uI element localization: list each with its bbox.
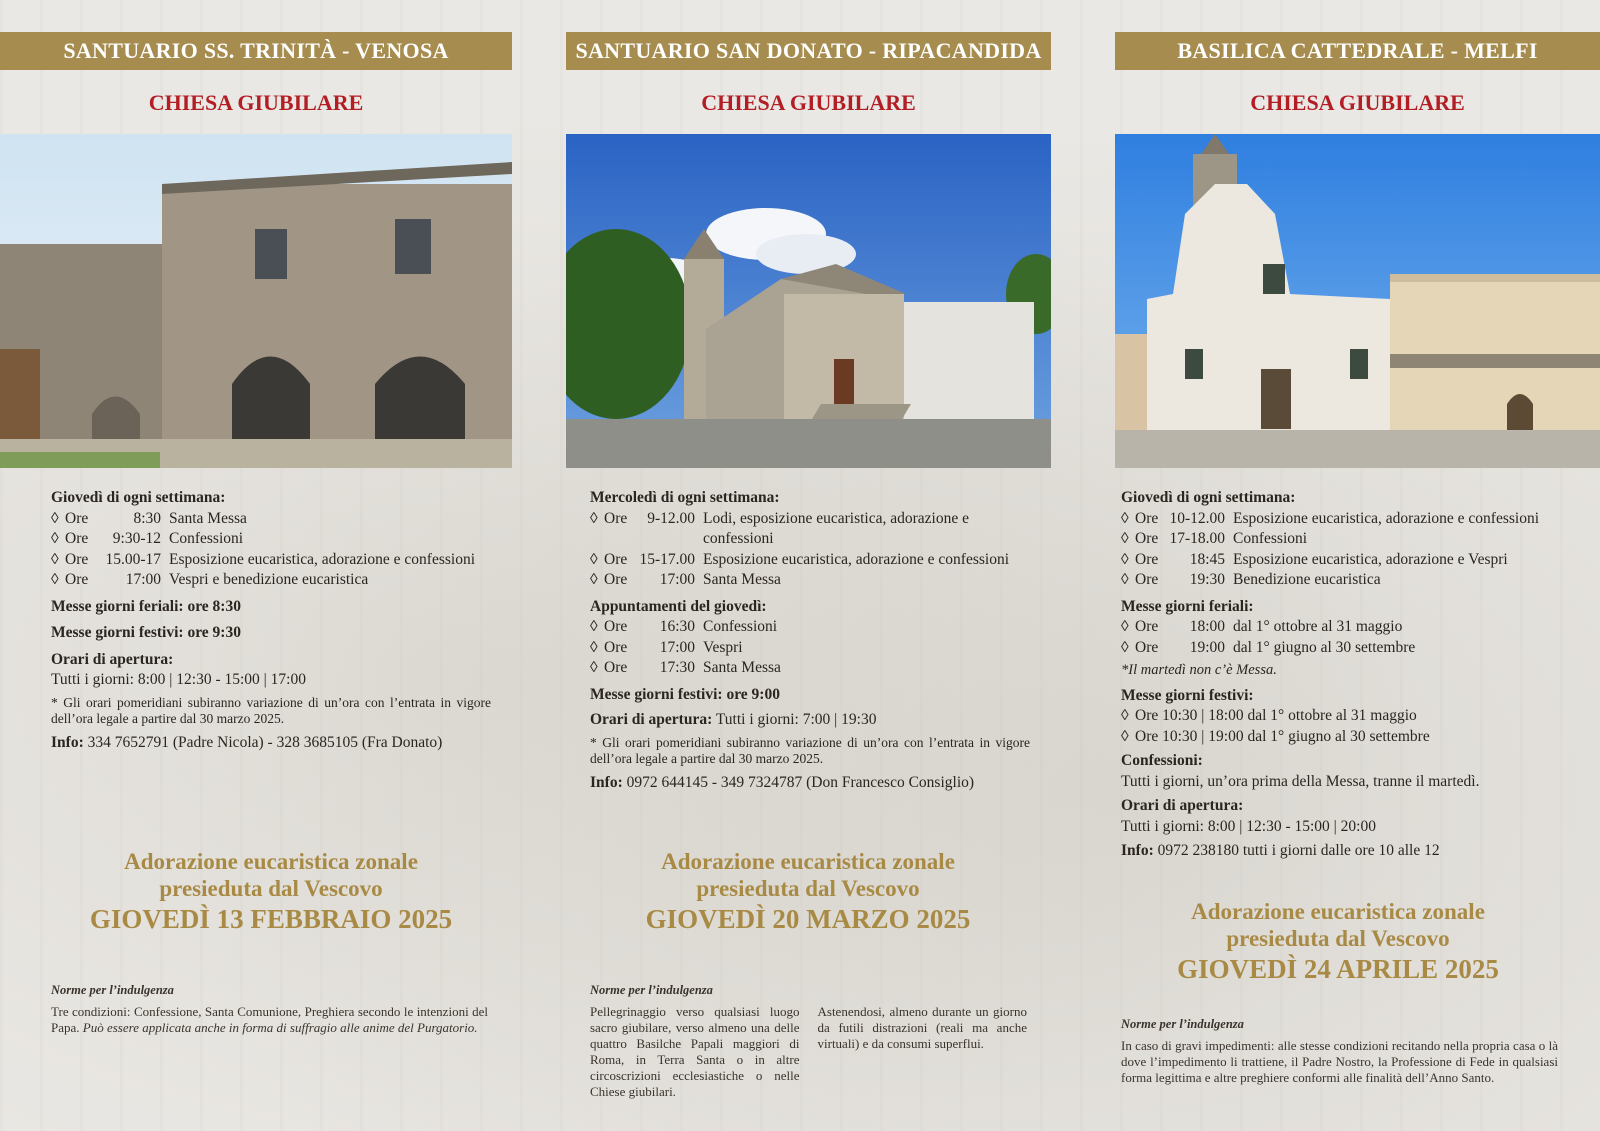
diamond-bullet-icon: ◊ xyxy=(1121,727,1129,745)
thursday-title: Appuntamenti del giovedì: xyxy=(590,597,767,615)
norme-right: Astenendosi, almeno durante un giorno da futili distrazioni (reali ma anche virtuali) e da consumi superflui. xyxy=(817,1004,1027,1051)
adorazione-venosa: Adorazione eucaristica zonale presieduta dal Vescovo GIOVEDÌ 13 FEBBRAIO 2025 xyxy=(51,848,491,936)
schedule-row: ◊ Ore 9-12.00 Lodi, esposizione eucaristica, adorazione e confessioni xyxy=(590,509,1030,550)
schedule-row: ◊ Ore 17:30 Santa Messa xyxy=(590,658,1030,679)
church-subtitle: CHIESA GIUBILARE xyxy=(148,90,364,115)
column-melfi xyxy=(1115,32,1600,468)
schedule-row: ◊ Ore 16:30 Confessioni xyxy=(590,617,1030,638)
schedule-ripacandida xyxy=(590,488,1030,793)
info-line: Info: 0972 238180 tutti i giorni dalle ore 10 alle 12 xyxy=(1121,842,1440,859)
church-photo-melfi xyxy=(1115,134,1600,468)
column-ripacandida xyxy=(566,32,1051,468)
dst-note: * Gli orari pomeridiani subiranno variazione di un’ora con l’entrata in vigore dell’ora legale a partire dal 30 marzo 2025. xyxy=(51,694,491,726)
tuesday-note: *Il martedì non c’è Messa. xyxy=(1121,662,1277,678)
schedule-row: ◊ Ore 18:00 dal 1° ottobre al 31 maggio xyxy=(1121,617,1581,638)
diamond-bullet-icon: ◊ xyxy=(590,509,598,527)
diamond-bullet-icon: ◊ xyxy=(51,550,59,568)
adorazione-date: GIOVEDÌ 13 FEBBRAIO 2025 xyxy=(89,904,453,934)
diamond-bullet-icon: ◊ xyxy=(1121,618,1129,635)
schedule-venosa xyxy=(51,488,491,753)
schedule-row: ◊ Ore 19:00 dal 1° giugno al 30 settembre xyxy=(1121,638,1581,659)
church-subtitle: CHIESA GIUBILARE xyxy=(701,90,916,115)
adorazione-melfi: Adorazione eucaristica zonale presieduta dal Vescovo GIOVEDÌ 24 APRILE 2025 xyxy=(1118,898,1558,986)
schedule-melfi xyxy=(1121,488,1581,862)
apertura-hours: Tutti i giorni: 8:00 | 12:30 - 15:00 | 20:00 xyxy=(1121,817,1376,835)
schedule-row: ◊ Ore 10:30 | 18:00 dal 1° ottobre al 31 maggio xyxy=(1121,706,1581,727)
confessioni-title: Confessioni: xyxy=(1121,752,1203,769)
schedule-row: ◊ Ore 15-17.00 Esposizione eucaristica, adorazione e confessioni xyxy=(590,550,1030,571)
confessioni-text: Tutti i giorni, un’ora prima della Messa, tranne il martedì. xyxy=(1121,772,1480,790)
schedule-title: Mercoledì di ogni settimana: xyxy=(590,489,780,506)
apertura-title: Orari di apertura: xyxy=(1121,797,1244,814)
schedule-row: ◊ Ore 17-18.00 Confessioni xyxy=(1121,529,1581,550)
norme-title: Norme per l’indulgenza xyxy=(1121,1017,1244,1031)
church-photo-venosa xyxy=(0,134,512,468)
apertura-line: Orari di apertura: Tutti i giorni: 7:00 | 19:30 xyxy=(590,711,877,728)
church-title: SANTUARIO SAN DONATO - RIPACANDIDA xyxy=(566,32,1051,70)
church-title: SANTUARIO SS. TRINITÀ - VENOSA xyxy=(0,32,512,70)
diamond-bullet-icon: ◊ xyxy=(590,659,598,676)
diamond-bullet-icon: ◊ xyxy=(590,550,598,568)
feriali-line: Messe giorni feriali: ore 8:30 xyxy=(51,597,241,615)
schedule-row: ◊ Ore 10-12.00 Esposizione eucaristica, adorazione e confessioni xyxy=(1121,509,1581,530)
church-photo-ripacandida xyxy=(566,134,1051,468)
diamond-bullet-icon: ◊ xyxy=(1121,530,1129,547)
diamond-bullet-icon: ◊ xyxy=(590,638,598,656)
dst-note: * Gli orari pomeridiani subiranno variazione di un’ora con l’entrata in vigore dell’ora legale a partire dal 30 marzo 2025. xyxy=(590,734,1030,766)
info-line: Info: 0972 644145 - 349 7324787 (Don Francesco Consiglio) xyxy=(590,773,975,791)
norme-left: Pellegrinaggio verso qualsiasi luogo sacro giubilare, verso almeno una delle quattro Basilche Papali maggiori di Roma, in Terra Santa o in altre circoscrizioni ecclesiastiche o nelle Chiese giubilari. xyxy=(590,1004,800,1099)
festivi-line: Messe giorni festivi: ore 9:00 xyxy=(590,685,780,703)
schedule-title: Giovedì di ogni settimana: xyxy=(51,489,226,506)
schedule-row: ◊ Ore 17:00 Vespri xyxy=(590,638,1030,659)
church-subtitle: CHIESA GIUBILARE xyxy=(1250,90,1465,115)
schedule-row: ◊ Ore 15.00-17 Esposizione eucaristica, adorazione e confessioni xyxy=(51,550,491,571)
norme-title: Norme per l’indulgenza xyxy=(590,983,713,997)
adorazione-date: GIOVEDÌ 24 APRILE 2025 xyxy=(1177,954,1499,984)
diamond-bullet-icon: ◊ xyxy=(1121,638,1129,656)
norme-text: In caso di gravi impedimenti: alle stesse condizioni recitando nella propria casa o là dove l’impedimento li trattiene, il Padre Nostro, la Professione di Fede in qualsiasi forma legittima e altre preghiere conformi alle finalità dell’Anno Santo. xyxy=(1121,1038,1558,1085)
column-venosa xyxy=(0,32,512,468)
church-title: BASILICA CATTEDRALE - MELFI xyxy=(1115,32,1600,70)
adorazione-ripacandida: Adorazione eucaristica zonale presieduta dal Vescovo GIOVEDÌ 20 MARZO 2025 xyxy=(588,848,1028,936)
diamond-bullet-icon: ◊ xyxy=(590,618,598,635)
schedule-title: Giovedì di ogni settimana: xyxy=(1121,489,1296,506)
diamond-bullet-icon: ◊ xyxy=(1121,707,1129,724)
apertura-title: Orari di apertura: xyxy=(51,650,174,668)
diamond-bullet-icon: ◊ xyxy=(51,530,59,547)
schedule-row: ◊ Ore 10:30 | 19:00 dal 1° giugno al 30 settembre xyxy=(1121,727,1581,748)
schedule-row: ◊ Ore 19:30 Benedizione eucaristica xyxy=(1121,570,1581,591)
schedule-row: ◊ Ore 18:45 Esposizione eucaristica, adorazione e Vespri xyxy=(1121,550,1581,571)
schedule-row: ◊ Ore 9:30-12 Confessioni xyxy=(51,529,491,550)
diamond-bullet-icon: ◊ xyxy=(51,571,59,588)
diamond-bullet-icon: ◊ xyxy=(1121,509,1129,527)
schedule-row: ◊ Ore 17:00 Santa Messa xyxy=(590,570,1030,591)
diamond-bullet-icon: ◊ xyxy=(51,509,59,527)
norme-melfi xyxy=(1121,1016,1558,1086)
feriali-title: Messe giorni feriali: xyxy=(1121,597,1254,615)
diamond-bullet-icon: ◊ xyxy=(1121,571,1129,588)
norme-ripacandida xyxy=(590,982,1027,1100)
schedule-row: ◊ Ore 8:30 Santa Messa xyxy=(51,509,491,530)
norme-venosa: Norme per l’indulgenza Tre condizioni: Confessione, Santa Comunione, Preghiera secondo le intenzioni del Papa. Può essere applicata anche in forma di suffragio alle anime del Purgatorio. xyxy=(51,983,488,1035)
festivi-line: Messe giorni festivi: ore 9:30 xyxy=(51,624,241,641)
schedule-row: ◊ Ore 17:00 Vespri e benedizione eucaristica xyxy=(51,570,491,591)
adorazione-date: GIOVEDÌ 20 MARZO 2025 xyxy=(645,904,971,934)
norme-title: Norme per l’indulgenza xyxy=(51,983,174,997)
info-line: Info: 334 7652791 (Padre Nicola) - 328 3685105 (Fra Donato) xyxy=(51,733,443,751)
diamond-bullet-icon: ◊ xyxy=(1121,550,1129,568)
apertura-hours: Tutti i giorni: 8:00 | 12:30 - 15:00 | 17:00 xyxy=(51,671,306,688)
diamond-bullet-icon: ◊ xyxy=(590,571,598,588)
festivi-title: Messe giorni festivi: xyxy=(1121,686,1254,704)
